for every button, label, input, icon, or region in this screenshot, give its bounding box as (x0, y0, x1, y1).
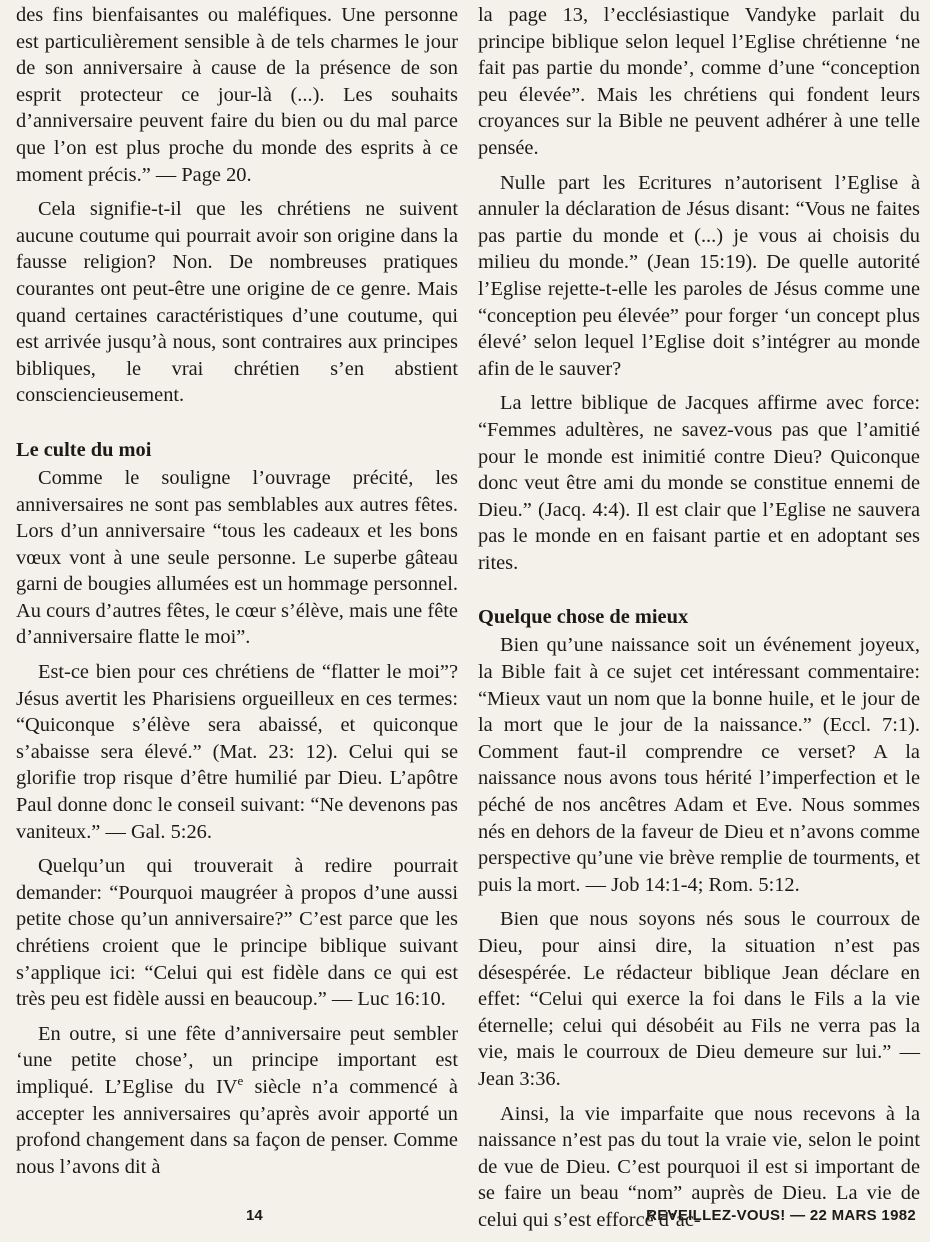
paragraph: Cela signifie-t-il que les chrétiens ne suivent aucune coutume qui pourrait avoir son origine dans la fausse religion? Non. De nombreuses pratiques courantes ont peut-être une origine de ce genre. Mais quand certaines caractéristiques d’une coutume, qui est arrivée jusqu’à nous, sont contraires aux principes bibliques, le vrai chrétien s’en abstient consciencieusement. (16, 198, 458, 407)
paragraph: des fins bienfaisantes ou maléfiques. Une personne est particulièrement sensible à de tels charmes le jour de son anniversaire à cause de la présence de son esprit protecteur ce jour-là (...). Les souhaits d’anniversaire peuvent faire du bien ou du mal parce que l’on est plus proche du monde des esprits à ce moment précis.” — Page 20. (16, 4, 458, 186)
section-heading: Le culte du moi (16, 438, 152, 461)
paragraph: La lettre biblique de Jacques affirme avec force: “Femmes adultères, ne savez-vous pas que l’amitié pour le monde est inimitié contre Dieu? Quiconque donc veut être ami du monde se constitue ennemi de Dieu.” (Jacq. 4:4). Il est clair que l’Eglise ne sauvera pas le monde en en faisant partie et en adoptant ses rites. (478, 392, 920, 574)
paragraph (16, 1021, 458, 1181)
paragraph: Nulle part les Ecritures n’autorisent l’Eglise à annuler la déclaration de Jésus disant: “Vous ne faites pas partie du monde et (...) je vous ai choisis du milieu du monde.” (Jean 15:19). De quelle autorité l’Eglise rejette-t-elle les paroles de Jésus comme une “conception peu élevée” pour forger ‘un concept plus élevé’ selon lequel l’Eglise doit s’intégrer au monde afin de le sauver? (478, 171, 920, 380)
paragraph-text: siècle n’a commencé à accepter les anniversaires qu’après avoir apporté un profond changement dans sa façon de penser. Comme nous l’avons dit à (16, 1075, 458, 1178)
paragraph: Quelqu’un qui trouverait à redire pourrait demander: “Pourquoi maugréer à propos d’une aussi petite chose qu’un anniversaire?” C’est parce que les chrétiens croient que le principe biblique suivant s’applique ici: “Celui qui est fidèle dans ce qui est très peu est fidèle aussi en beaucoup.” — Luc 16:10. (16, 855, 458, 1011)
right-column (478, 2, 920, 1242)
section-heading: Quelque chose de mieux (478, 606, 689, 629)
paragraph: la page 13, l’ecclésiastique Vandyke parlait du principe biblique selon lequel l’Eglise chrétienne ‘ne fait pas partie du monde’, comme d’une “conception peu élevée”. Mais les chrétiens qui fondent leurs croyances sur la Bible ne peuvent adhérer à une telle pensée. (478, 4, 920, 159)
running-title: REVEILLEZ-VOUS! — 22 MARS 1982 (646, 1207, 916, 1224)
paragraph: Bien qu’une naissance soit un événement joyeux, la Bible fait à ce sujet cet intéressant commentaire: “Mieux vaut un nom que la bonne huile, et le jour de la mort que le jour de la naissance.” (Eccl. 7:1). Comment faut-il comprendre ce verset? A la naissance nous avons tous hérité l’imperfection et le péché de nos ancêtres Adam et Eve. Nous sommes nés en dehors de la faveur de Dieu et n’avons comme perspective qu’une vie brève remplie de tourments, et puis la mort. — Job 14:1-4; Rom. 5:12. (478, 634, 920, 896)
paragraph-text: En outre, si une fête d’anniversaire peut sembler ‘une petite chose’, un principe important est impliqué. L’Eglise du IV (16, 1022, 458, 1098)
left-column (16, 2, 458, 1188)
paragraph: Ainsi, la vie imparfaite que nous recevons à la naissance n’est pas du tout la vraie vie, selon le point de vue de Dieu. C’est pourquoi il est si important de se faire un beau “nom” auprès de Dieu. La vie de celui qui s’est efforcé d’ac- (478, 1102, 920, 1231)
paragraph: Comme le souligne l’ouvrage précité, les anniversaires ne sont pas semblables aux autres fêtes. Lors d’un anniversaire “tous les cadeaux et les bons vœux vont à une seule personne. Le superbe gâteau garni de bougies allumées est un hommage personnel. Au cours d’autres fêtes, le cœur s’élève, mais une fête d’anniversaire flatte le moi”. (16, 466, 458, 649)
page-number: 14 (246, 1207, 263, 1224)
paragraph: Bien que nous soyons nés sous le courroux de Dieu, pour ainsi dire, la situation n’est pas désespérée. Le rédacteur biblique Jean déclare en effet: “Celui qui exerce la foi dans le Fils a la vie éternelle; celui qui désobéit au Fils ne verra pas la vie, mais le courroux de Dieu demeure sur lui.” — Jean 3:36. (478, 908, 920, 1090)
paragraph: Est-ce bien pour ces chrétiens de “flatter le moi”? Jésus avertit les Pharisiens orgueilleux en ces termes: “Quiconque s’élève sera abaissé, et quiconque s’abaisse sera élevé.” (Mat. 23: 12). Celui qui se glorifie trop risque d’être humilié par Dieu. L’apôtre Paul donne donc le conseil suivant: “Ne devenons pas vaniteux.” — Gal. 5:26. (16, 661, 458, 843)
page-footer (0, 1203, 930, 1229)
superscript: e (237, 1073, 244, 1089)
